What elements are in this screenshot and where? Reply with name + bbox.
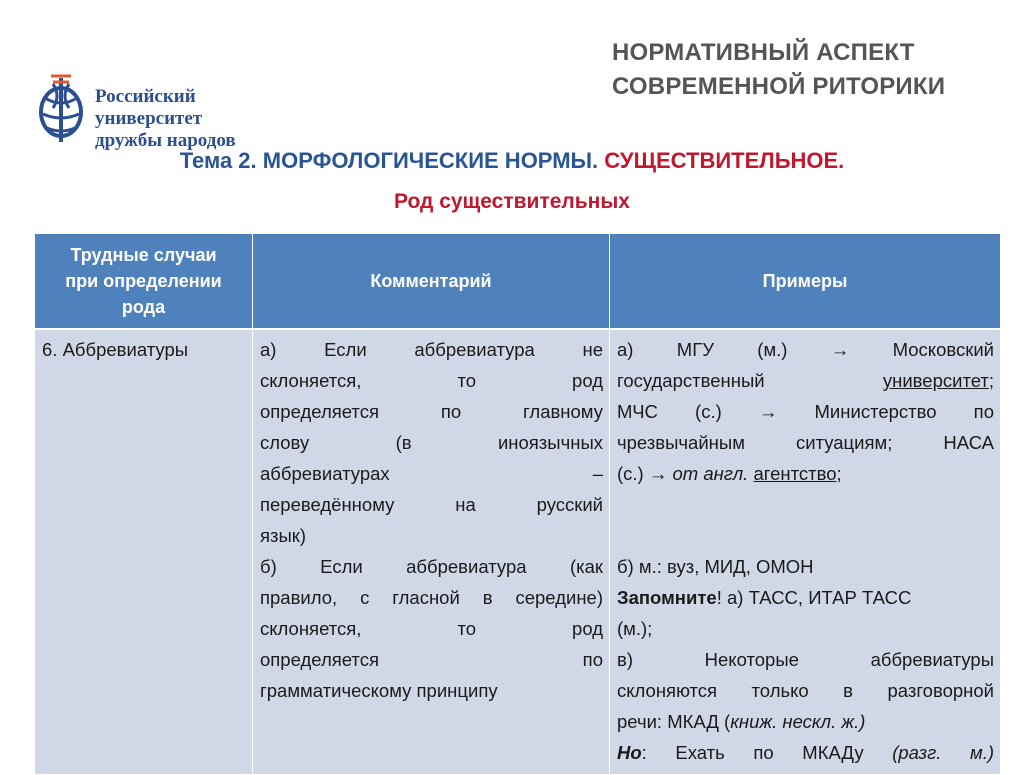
gender-rules-table <box>34 233 1001 775</box>
comment-line: язык) <box>260 525 307 546</box>
example-line <box>617 737 994 768</box>
topic-highlight: СУЩЕСТВИТЕЛЬНОЕ. <box>604 148 845 173</box>
globe-logo-icon <box>33 72 93 144</box>
example-italic: книж. нескл. ж.) <box>730 711 866 732</box>
example-line: склоняются только в разговорной <box>617 680 994 701</box>
example-italic: (разг. м.) <box>892 742 994 763</box>
example-text: ! а) ТАСС, ИТАР ТАСС <box>716 587 912 608</box>
table-row <box>35 329 1001 775</box>
example-line <box>617 365 994 396</box>
example-line: (м.); <box>617 618 653 639</box>
logo-line-1: Российский университет <box>95 86 203 129</box>
comment-line: слову (в иноязычных <box>260 432 603 453</box>
example-text: речи: МКАД ( <box>617 711 731 732</box>
header-line: Трудные случаи <box>70 245 217 265</box>
header-examples: Примеры <box>610 234 1001 330</box>
cell-comment <box>253 329 610 775</box>
example-line: б) м.: вуз, МИД, ОМОН <box>617 556 814 577</box>
comment-line: переведённому на русский <box>260 494 603 515</box>
presentation-title <box>612 36 1012 104</box>
example-bold: Запомните <box>617 587 717 608</box>
example-line <box>617 706 994 737</box>
example-text: (с.) → <box>617 463 673 484</box>
header-difficult-cases <box>35 234 253 330</box>
comment-line: грамматическому принципу <box>260 680 498 701</box>
comment-line: определяется по <box>260 649 603 670</box>
example-bold-italic: Но <box>617 742 642 763</box>
comment-line: аббревиатурах – <box>260 463 603 484</box>
logo-line-2: дружбы народов <box>95 130 236 151</box>
example-underlined: агентство; <box>753 463 842 484</box>
example-line: в) Некоторые аббревиатуры <box>617 649 994 670</box>
example-italic: от англ. <box>672 463 749 484</box>
comment-line: склоняется, то род <box>260 618 603 639</box>
table-header-row <box>35 234 1001 330</box>
example-text: государственный <box>617 370 883 391</box>
spacer <box>617 489 994 520</box>
topic-prefix: Тема 2. МОРФОЛОГИЧЕСКИЕ НОРМЫ. <box>179 148 599 173</box>
cell-examples <box>610 329 1001 775</box>
presentation-title-line-2: СОВРЕМЕННОЙ РИТОРИКИ <box>612 73 946 100</box>
header-line: при определении <box>65 271 222 291</box>
cell-case <box>35 329 253 775</box>
topic-subtitle: Род существительных <box>394 190 630 213</box>
topic-heading <box>0 148 1024 174</box>
example-text: ; <box>988 370 994 391</box>
comment-line: определяется по главному <box>260 401 603 422</box>
comment-line: а) Если аббревиатура не <box>260 339 603 360</box>
example-line: МЧС (с.) → Министерство по <box>617 401 994 422</box>
presentation-title-line-1: НОРМАТИВНЫЙ АСПЕКТ <box>612 39 915 66</box>
case-label: 6. Аббревиатуры <box>42 339 189 360</box>
header-comment: Комментарий <box>253 234 610 330</box>
example-line: чрезвычайным ситуациям; НАСА <box>617 432 994 453</box>
spacer <box>617 520 994 551</box>
logo-text <box>95 86 303 152</box>
comment-line: б) Если аббревиатура (как <box>260 556 603 577</box>
comment-line: склоняется, то род <box>260 370 603 391</box>
example-line: а) МГУ (м.) → Московский <box>617 339 994 360</box>
example-text: : Ехать по МКАДу <box>641 742 893 763</box>
example-line <box>617 458 994 489</box>
header-line: рода <box>121 297 166 317</box>
example-underlined: университет <box>882 370 989 391</box>
comment-line: правило, с гласной в середине) <box>260 587 603 608</box>
example-line <box>617 582 994 613</box>
university-logo <box>33 72 303 151</box>
